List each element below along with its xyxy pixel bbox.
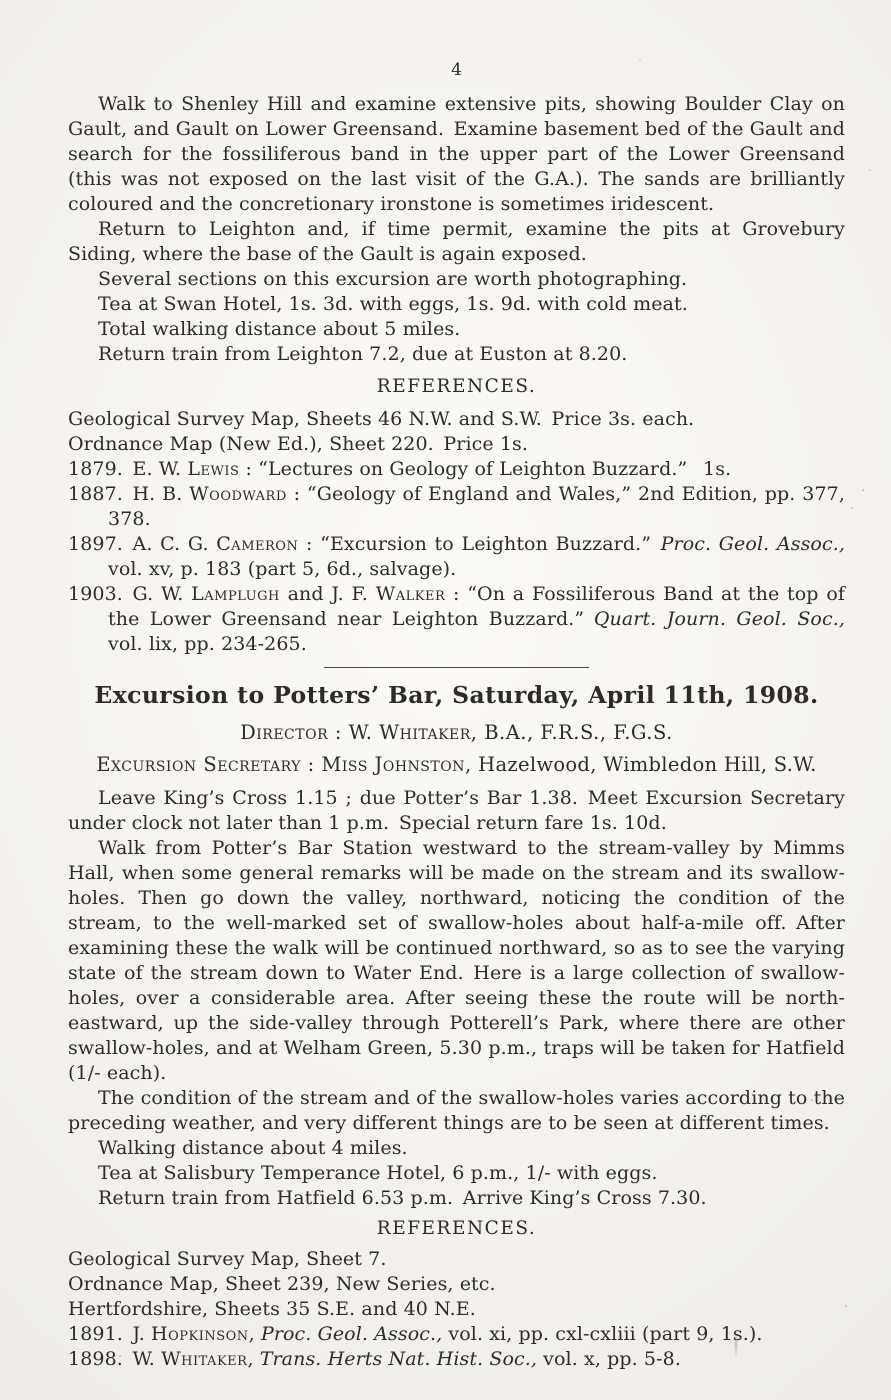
line-return-train: Return train from Hatfield 6.53 p.m. Arrive King’s Cross 7.30.: [98, 1187, 707, 1209]
line-return-train: Return train from Leighton 7.2, due at Euston at 8.20.: [98, 343, 628, 365]
director-line: Director : W. Whitaker, B.A., F.R.S., F.G.S.: [240, 721, 673, 744]
line-walking-distance: Walking distance about 4 miles.: [98, 1137, 408, 1159]
reference-entry: 1887. H. B. Woodward : “Geology of England and Wales,” 2nd Edition, pp. 377, 378.: [68, 483, 845, 530]
paragraph-shenley-hill: Walk to Shenley Hill and examine extensive pits, showing Boulder Clay on Gault, and Gault on Lower Greensand. Examine basement bed of the Gault and search for the fossiliferous band in the upper part of the Lower Greensand (this was not exposed on the last visit of the G.A.). The sands are brilliantly coloured and the concretionary ironstone is sometimes iridescent.: [68, 93, 845, 215]
paragraph-stream-condition: The condition of the stream and of the swallow-holes varies according to the preceding weather, and very different things are to be seen at different times.: [68, 1087, 845, 1134]
references-heading: REFERENCES.: [376, 376, 537, 397]
reference-entry: Hertfordshire, Sheets 35 S.E. and 40 N.E.: [68, 1298, 476, 1320]
excursion-title: Excursion to Potters’ Bar, Saturday, April 11th, 1908.: [94, 681, 819, 709]
reference-entry: Geological Survey Map, Sheets 46 N.W. and S.W. Price 3s. each.: [68, 408, 695, 430]
line-walking-distance: Total walking distance about 5 miles.: [98, 318, 461, 340]
line-photographing: Several sections on this excursion are worth photographing.: [98, 268, 688, 290]
reference-entry: 1903. G. W. Lamplugh and J. F. Walker : “On a Fossiliferous Band at the top of the Lower Greensand near Leighton Buzzard.” Quart. Journ. Geol. Soc., vol. lix, pp. 234-265.: [68, 583, 845, 655]
section-divider: [324, 667, 589, 668]
excursion-secretary-line: Excursion Secretary : Miss Johnston, Hazelwood, Wimbledon Hill, S.W.: [96, 753, 817, 776]
potters-bar-excursion-section: [68, 680, 845, 1372]
leighton-excursion-section: [68, 92, 845, 657]
reference-entry: Ordnance Map (New Ed.), Sheet 220. Price 1s.: [68, 433, 529, 455]
paragraph-walk-route: Walk from Potter’s Bar Station westward to the stream-valley by Mimms Hall, when some general remarks will be made on the stream and its swallow-holes. Then go down the valley, northward, noticing the condition of the stream, to the well-marked set of swallow-holes about half-a-mile off. After examining these the walk will be continued northward, so as to see the varying state of the stream down to Water End. Here is a large collection of swallow-holes, over a considerable area. After seeing these the route will be north-eastward, up the side-valley through Potterell’s Park, where there are other swallow-holes, and at Welham Green, 5.30 p.m., traps will be taken for Hatfield (1/- each).: [68, 837, 845, 1084]
references-heading: REFERENCES.: [376, 1218, 537, 1239]
reference-entry: 1898. W. Whitaker, Trans. Herts Nat. Hist. Soc., vol. x, pp. 5-8.: [68, 1348, 681, 1370]
reference-entry: 1897. A. C. G. Cameron : “Excursion to Leighton Buzzard.” Proc. Geol. Assoc., vol. xv, p. 183 (part 5, 6d., salvage).: [68, 533, 845, 580]
page-number: 4: [451, 60, 462, 80]
reference-entry: 1891. J. Hopkinson, Proc. Geol. Assoc., vol. xi, pp. cxl-cxliii (part 9, 1s.).: [68, 1323, 763, 1345]
paragraph-return-leighton: Return to Leighton and, if time permit, examine the pits at Grovebury Siding, where the base of the Gault is again exposed.: [68, 218, 845, 265]
paragraph-travel-times: Leave King’s Cross 1.15 ; due Potter’s Bar 1.38. Meet Excursion Secretary under clock not later than 1 p.m. Special return fare 1s. 10d.: [68, 787, 845, 834]
line-tea-swan-hotel: Tea at Swan Hotel, 1s. 3d. with eggs, 1s. 9d. with cold meat.: [98, 293, 688, 315]
reference-entry: 1879. E. W. Lewis : “Lectures on Geology of Leighton Buzzard.” 1s.: [68, 458, 732, 480]
reference-entry: Geological Survey Map, Sheet 7.: [68, 1248, 387, 1270]
line-tea-salisbury: Tea at Salisbury Temperance Hotel, 6 p.m., 1/- with eggs.: [98, 1162, 658, 1184]
reference-entry: Ordnance Map, Sheet 239, New Series, etc.: [68, 1273, 496, 1295]
